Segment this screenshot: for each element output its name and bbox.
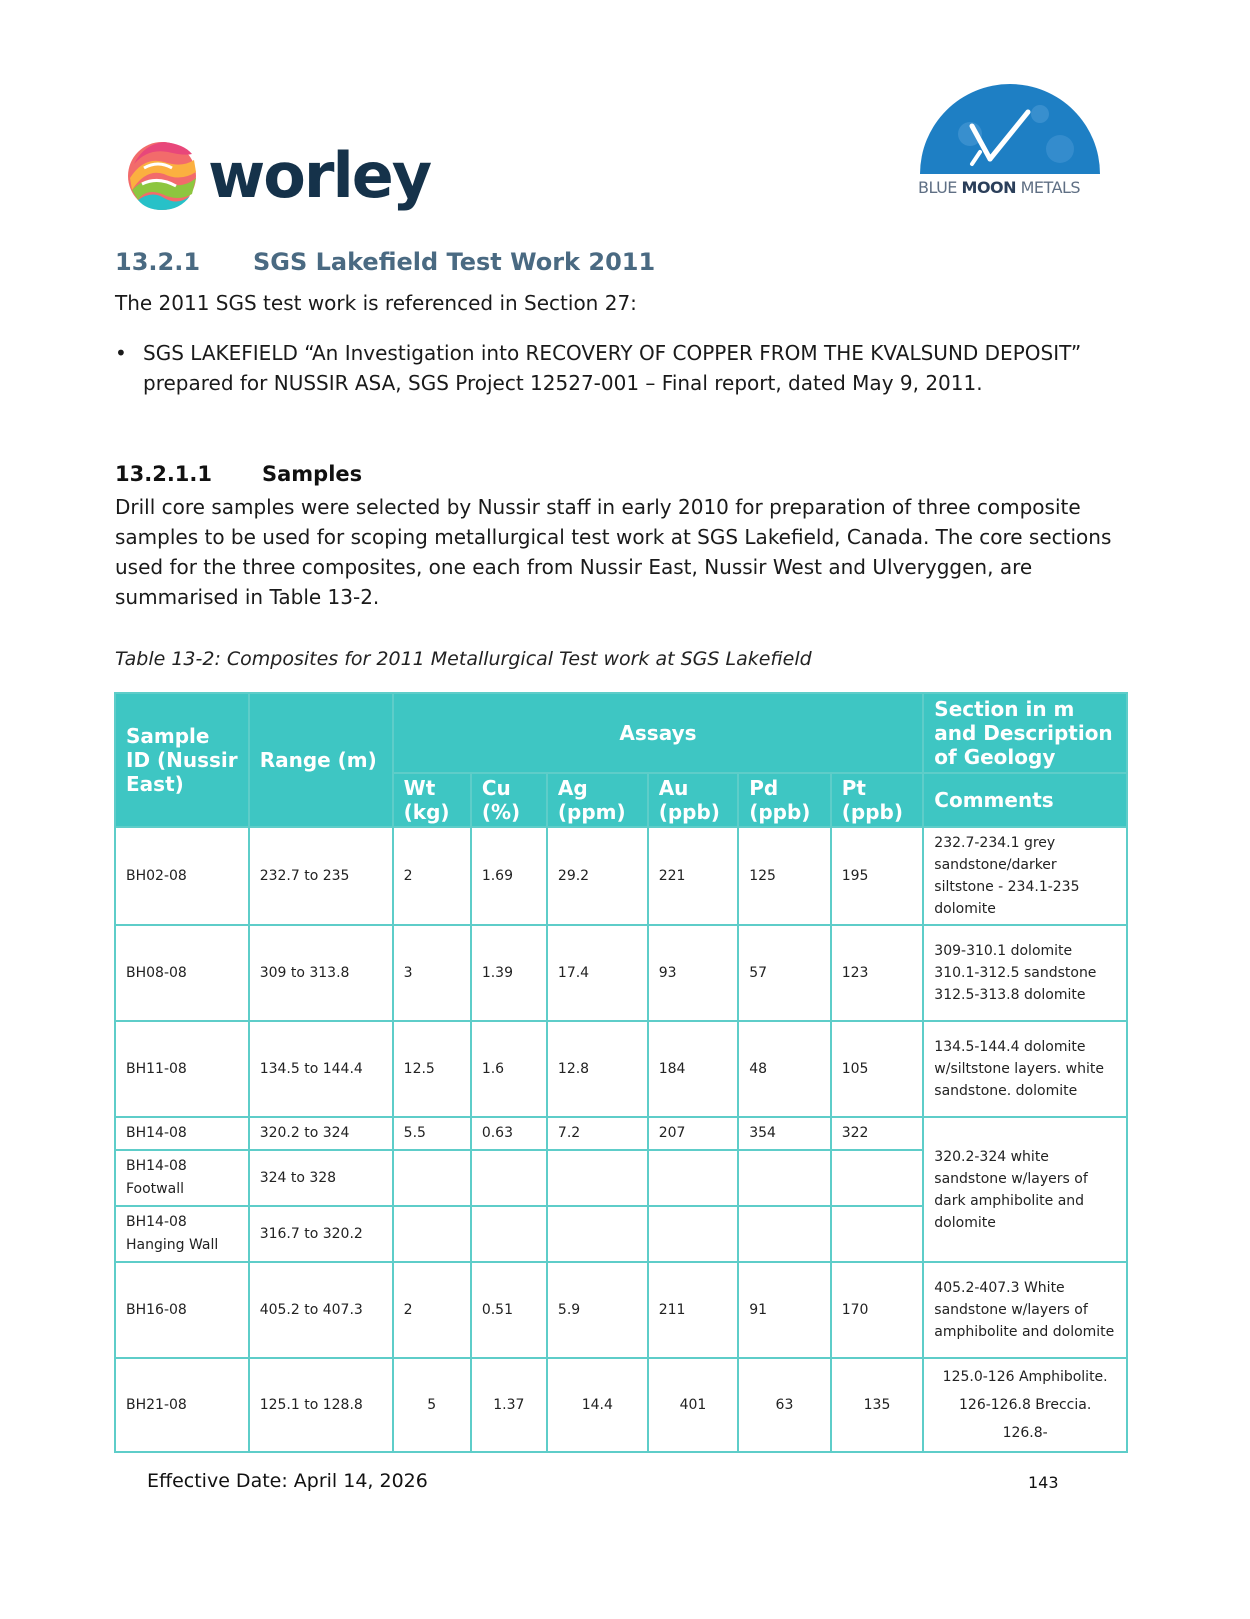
cell-cu: 1.37 — [471, 1358, 547, 1452]
cell-wt: 2 — [393, 1262, 471, 1358]
cell-pd: 91 — [738, 1262, 831, 1358]
cell-pt: 322 — [831, 1117, 924, 1150]
cell-range: 324 to 328 — [249, 1150, 393, 1206]
cell-au: 207 — [648, 1117, 739, 1150]
cell-pd: 48 — [738, 1021, 831, 1117]
cell-cu — [471, 1150, 547, 1206]
cell-wt: 5.5 — [393, 1117, 471, 1150]
cell-range: 232.7 to 235 — [249, 827, 393, 925]
section-title: SGS Lakefield Test Work 2011 — [253, 248, 656, 276]
cell-pd: 63 — [738, 1358, 831, 1452]
table-row — [115, 1021, 1127, 1117]
cell-pt: 135 — [831, 1358, 924, 1452]
table-row — [115, 827, 1127, 925]
reference-bullet — [115, 338, 1135, 398]
cell-cu: 1.39 — [471, 925, 547, 1021]
cell-comment: 232.7-234.1 grey sandstone/darker siltstone - 234.1-235 dolomite — [923, 827, 1127, 925]
cell-pd: 125 — [738, 827, 831, 925]
header-comments: Comments — [923, 773, 1127, 827]
blue-moon-metals-logo — [910, 74, 1110, 204]
table-row — [115, 925, 1127, 1021]
cell-comment: 134.5-144.4 dolomite w/siltstone layers. white sandstone. dolomite — [923, 1021, 1127, 1117]
cell-sample-id: BH14-08 Hanging Wall — [115, 1206, 249, 1262]
footer-page-number: 143 — [1028, 1473, 1059, 1492]
cell-pd — [738, 1150, 831, 1206]
cell-comment: 320.2-324 white sandstone w/layers of dark amphibolite and dolomite — [923, 1117, 1127, 1262]
cell-wt: 3 — [393, 925, 471, 1021]
cell-au: 221 — [648, 827, 739, 925]
section-intro: The 2011 SGS test work is referenced in Section 27: — [115, 291, 637, 315]
cell-au: 211 — [648, 1262, 739, 1358]
subsection-heading — [115, 462, 362, 486]
cell-pd: 354 — [738, 1117, 831, 1150]
cell-range: 134.5 to 144.4 — [249, 1021, 393, 1117]
cell-sample-id: BH16-08 — [115, 1262, 249, 1358]
cell-cu: 0.63 — [471, 1117, 547, 1150]
cell-pt: 195 — [831, 827, 924, 925]
cell-pd — [738, 1206, 831, 1262]
cell-range: 125.1 to 128.8 — [249, 1358, 393, 1452]
subsection-title: Samples — [262, 462, 363, 486]
cell-wt: 2 — [393, 827, 471, 925]
header-section-description: Section in m and Description of Geology — [923, 693, 1127, 773]
header-range: Range (m) — [249, 693, 393, 827]
cell-range: 320.2 to 324 — [249, 1117, 393, 1150]
cell-ag: 29.2 — [547, 827, 648, 925]
cell-range: 309 to 313.8 — [249, 925, 393, 1021]
header-pd: Pd (ppb) — [738, 773, 831, 827]
cell-au — [648, 1206, 739, 1262]
cell-ag: 5.9 — [547, 1262, 648, 1358]
cell-sample-id: BH21-08 — [115, 1358, 249, 1452]
bullet-dot-icon: • — [115, 341, 127, 365]
header-ag: Ag (ppm) — [547, 773, 648, 827]
header-assays: Assays — [393, 693, 924, 773]
cell-sample-id: BH14-08 Footwall — [115, 1150, 249, 1206]
header-sample-id: Sample ID (Nussir East) — [115, 693, 249, 827]
table-caption: Table 13-2: Composites for 2011 Metallurgical Test work at SGS Lakefield — [115, 648, 812, 670]
cell-pd: 57 — [738, 925, 831, 1021]
table-row — [115, 1262, 1127, 1358]
cell-wt — [393, 1150, 471, 1206]
cell-ag: 14.4 — [547, 1358, 648, 1452]
cell-pt: 105 — [831, 1021, 924, 1117]
cell-wt — [393, 1206, 471, 1262]
cell-sample-id: BH14-08 — [115, 1117, 249, 1150]
header-pt: Pt (ppb) — [831, 773, 924, 827]
composites-table — [114, 692, 1128, 1453]
cell-au: 93 — [648, 925, 739, 1021]
blue-moon-icon — [910, 74, 1110, 179]
cell-cu: 1.69 — [471, 827, 547, 925]
cell-sample-id: BH02-08 — [115, 827, 249, 925]
worley-wordmark: worley — [208, 139, 431, 212]
footer-effective-date: Effective Date: April 14, 2026 — [147, 1470, 428, 1492]
table-row — [115, 1117, 1127, 1150]
cell-range: 316.7 to 320.2 — [249, 1206, 393, 1262]
cell-wt: 12.5 — [393, 1021, 471, 1117]
section-number: 13.2.1 — [115, 248, 201, 276]
cell-ag: 7.2 — [547, 1117, 648, 1150]
cell-sample-id: BH08-08 — [115, 925, 249, 1021]
cell-wt: 5 — [393, 1358, 471, 1452]
cell-pt: 123 — [831, 925, 924, 1021]
samples-paragraph: Drill core samples were selected by Nussir staff in early 2010 for preparation of three composite samples to be used for scoping metallurgical test work at SGS Lakefield, Canada. The core sections used for the three composites, one each from Nussir East, Nussir West and Ulveryggen, are summarised in Table 13-2. — [115, 495, 1112, 609]
cell-cu — [471, 1206, 547, 1262]
table-row — [115, 1358, 1127, 1452]
cell-ag — [547, 1206, 648, 1262]
cell-ag — [547, 1150, 648, 1206]
cell-cu: 1.6 — [471, 1021, 547, 1117]
cell-au — [648, 1150, 739, 1206]
header-au: Au (ppb) — [648, 773, 739, 827]
cell-pt — [831, 1206, 924, 1262]
cell-cu: 0.51 — [471, 1262, 547, 1358]
worley-swirl-icon — [124, 138, 200, 214]
cell-comment: 405.2-407.3 White sandstone w/layers of amphibolite and dolomite — [923, 1262, 1127, 1358]
section-heading — [115, 248, 655, 276]
header-wt: Wt (kg) — [393, 773, 471, 827]
blue-moon-wordmark: BLUE MOON METALS — [918, 178, 1081, 197]
subsection-number: 13.2.1.1 — [115, 462, 212, 486]
cell-range: 405.2 to 407.3 — [249, 1262, 393, 1358]
cell-ag: 12.8 — [547, 1021, 648, 1117]
cell-sample-id: BH11-08 — [115, 1021, 249, 1117]
cell-au: 184 — [648, 1021, 739, 1117]
cell-comment: 309-310.1 dolomite 310.1-312.5 sandstone 312.5-313.8 dolomite — [923, 925, 1127, 1021]
worley-logo — [124, 138, 430, 214]
reference-text: SGS LAKEFIELD “An Investigation into RECOVERY OF COPPER FROM THE KVALSUND DEPOSIT” prepared for NUSSIR ASA, SGS Project 12527-001 – Final report, dated May 9, 2011. — [143, 341, 1082, 395]
cell-au: 401 — [648, 1358, 739, 1452]
cell-ag: 17.4 — [547, 925, 648, 1021]
cell-pt — [831, 1150, 924, 1206]
cell-pt: 170 — [831, 1262, 924, 1358]
cell-comment: 125.0-126 Amphibolite. 126-126.8 Breccia. 126.8- — [923, 1358, 1127, 1452]
header-cu: Cu (%) — [471, 773, 547, 827]
